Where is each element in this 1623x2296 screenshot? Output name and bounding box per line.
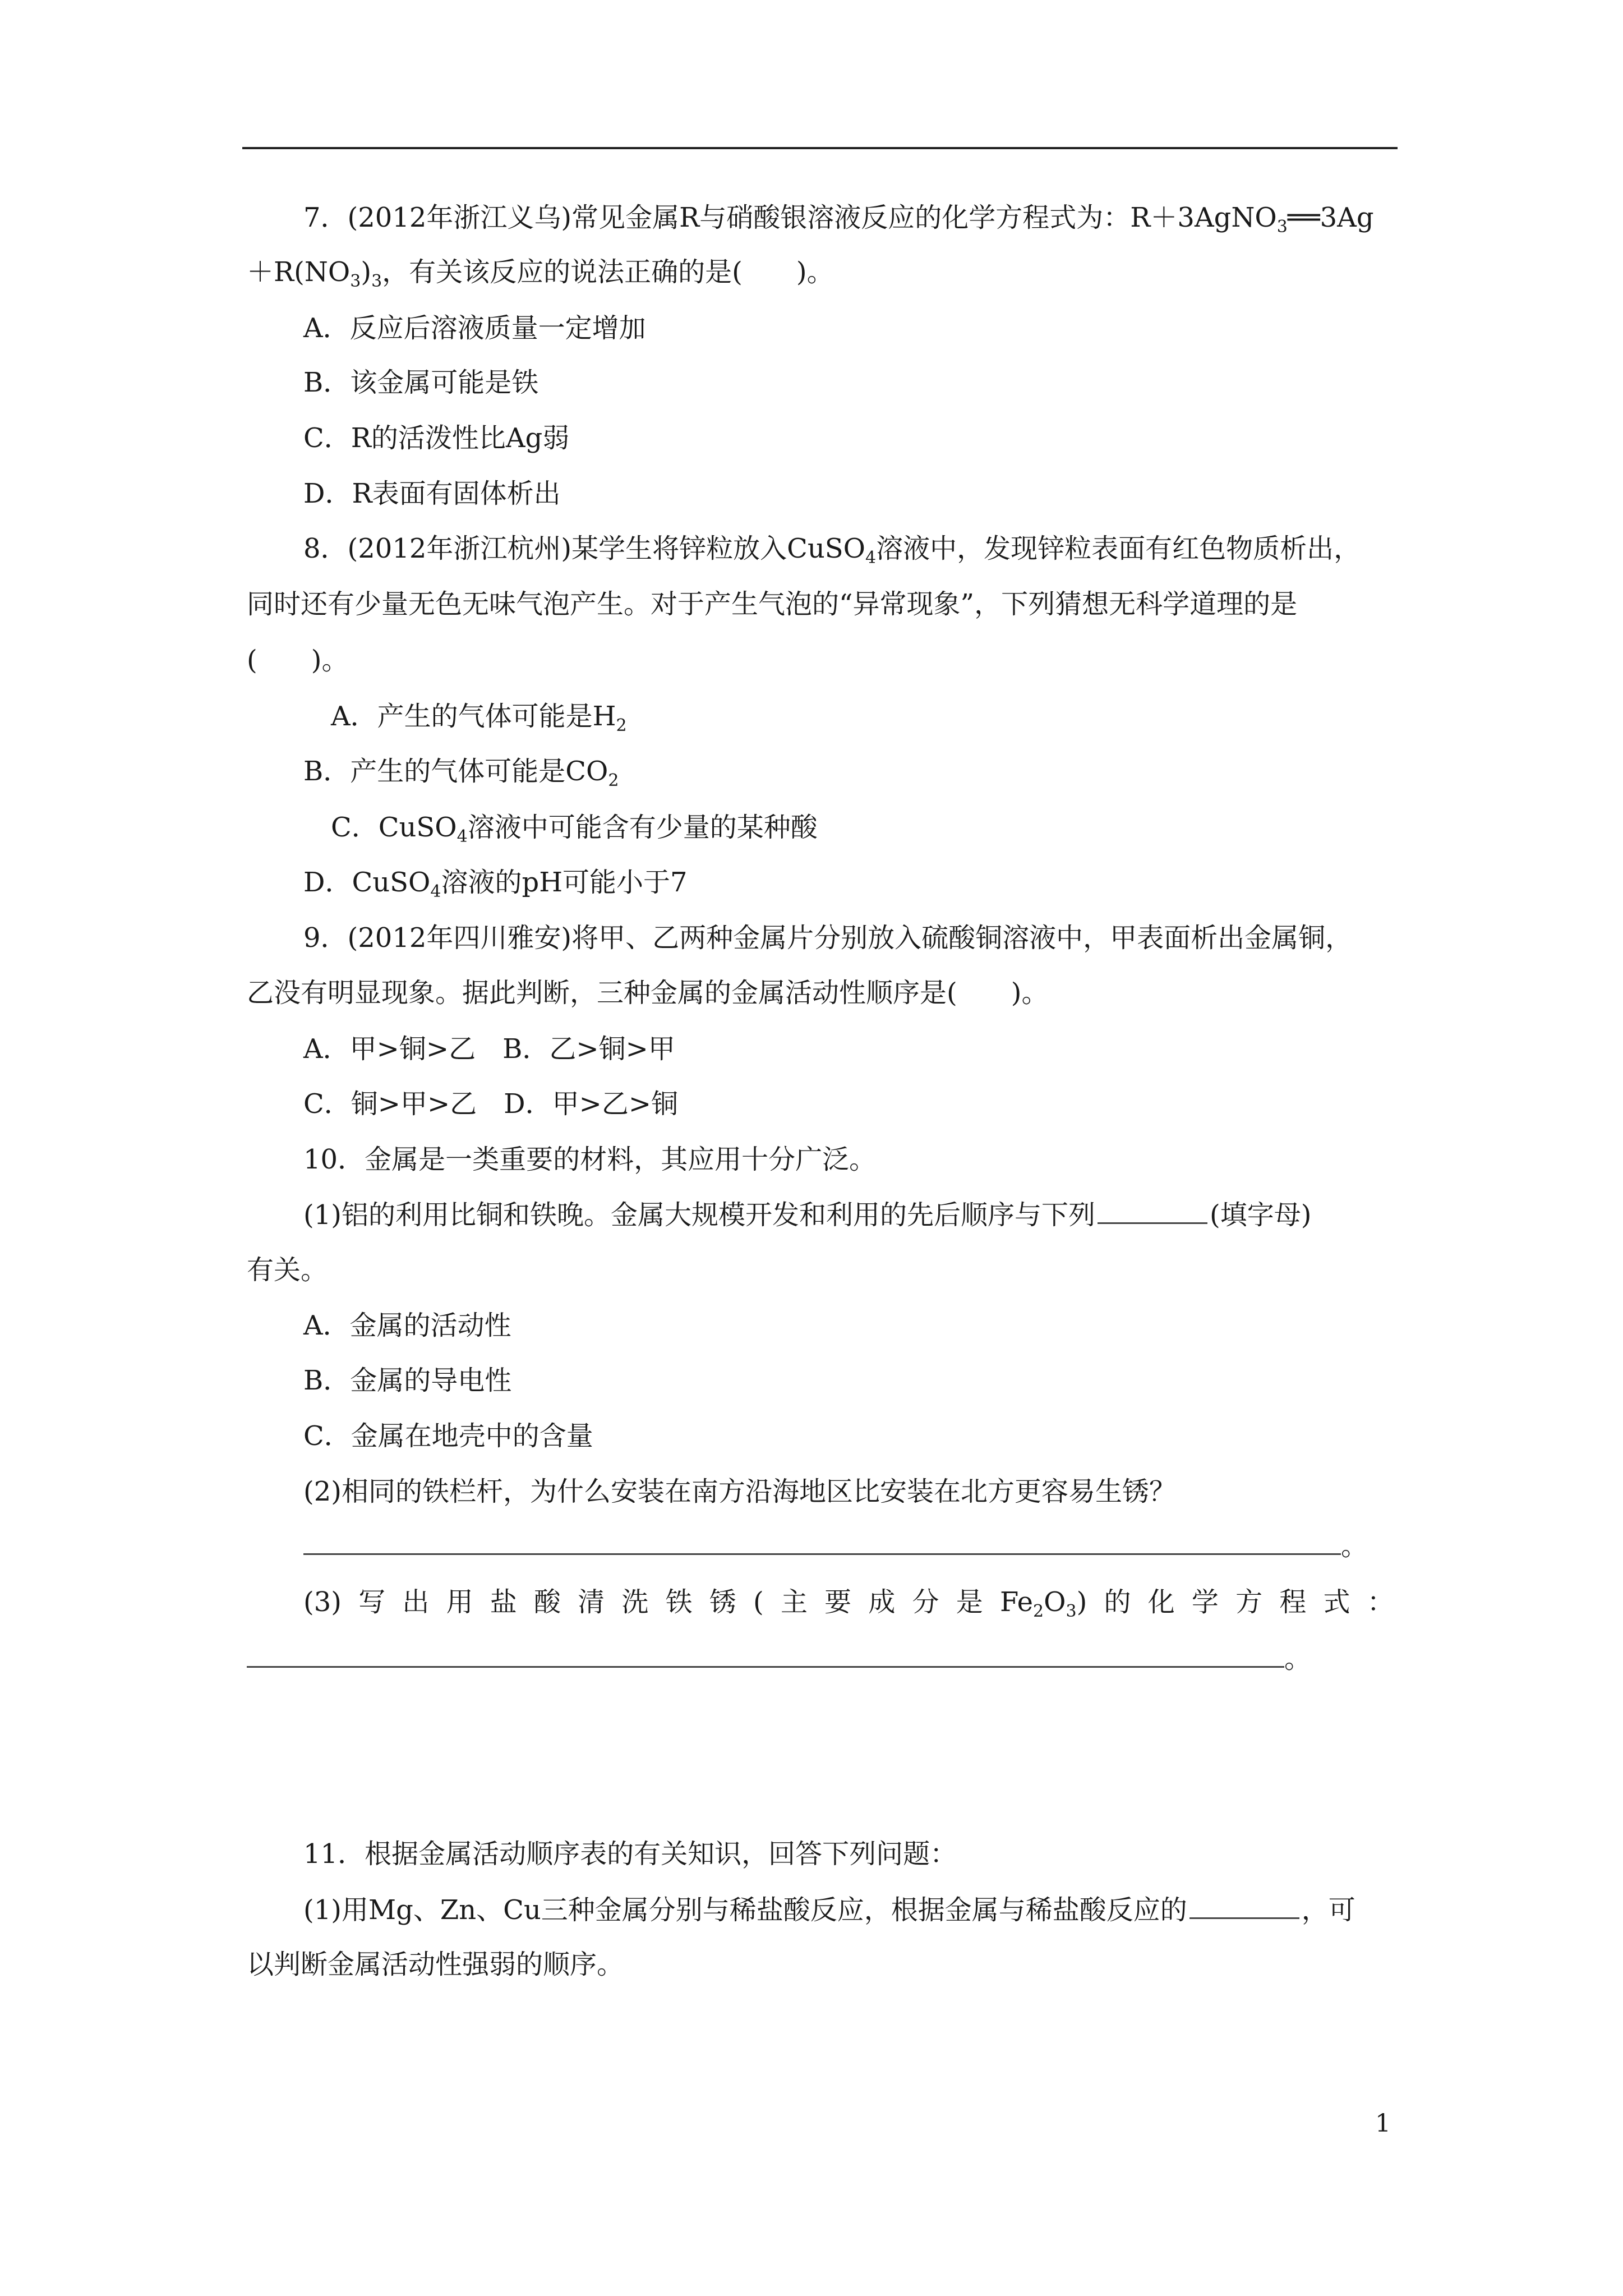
q8-stem-line1: 8．(2012年浙江杭州)某学生将锌粒放入CuSO$_4$溶液中，发现锌粒表面有红色物质析出， — [303, 533, 1361, 568]
q10-part3-answer-line: 。 — [247, 1641, 1311, 1675]
q7-stem-line1: 7．(2012年浙江义乌)常见金属R与硝酸银溶液反应的化学方程式为：R＋3AgNO$_3$══3Ag — [303, 202, 1374, 237]
q10-part1-blank[interactable] — [1098, 1198, 1207, 1224]
q10-part3-blank[interactable] — [247, 1641, 1284, 1668]
q7-option-a: A．反应后溶液质量一定增加 — [303, 312, 646, 344]
q10-option-c: C．金属在地壳中的含量 — [303, 1420, 593, 1452]
q10-stem: 10．金属是一类重要的材料，其应用十分广泛。 — [303, 1144, 877, 1175]
q9-stem-line1: 9．(2012年四川雅安)将甲、乙两种金属片分别放入硫酸铜溶液中，甲表面析出金属铜， — [303, 922, 1353, 954]
q8-stem-line2: 同时还有少量无色无味气泡产生。对于产生气泡的“异常现象”，下列猜想无科学道理的是 — [247, 588, 1298, 620]
q7-option-d: D．R表面有固体析出 — [303, 478, 561, 509]
q8-stem-line3: ( )。 — [247, 645, 349, 676]
q10-option-b: B．金属的导电性 — [303, 1365, 512, 1396]
q8-option-d: D．CuSO$_4$溶液的pH可能小于7 — [303, 867, 688, 901]
q7-option-b: B．该金属可能是铁 — [303, 367, 539, 398]
q9-stem-line2: 乙没有明显现象。据此判断，三种金属的金属活动性顺序是( )。 — [247, 977, 1049, 1009]
q7-stem-line2: $+R(NO_3)_3$，有关该反应的说法正确的是( )。 — [247, 256, 834, 291]
q8-option-c: C．CuSO$_4$溶液中可能含有少量的某种酸 — [331, 812, 818, 846]
q11-part1-line1: (1)用Mg、Zn、Cu三种金属分别与稀盐酸反应，根据金属与稀盐酸反应的 ，可 — [303, 1893, 1355, 1926]
page-number: 1 — [1375, 2109, 1391, 2138]
q8-option-b: B．产生的气体可能是$CO_2$ — [303, 756, 619, 790]
q11-part1-line2: 以判断金属活动性强弱的顺序。 — [247, 1949, 624, 1980]
q10-part1-line1: (1)铝的利用比铜和铁晚。金属大规模开发和利用的先后顺序与下列 (填字母) — [303, 1198, 1311, 1231]
q11-part1-blank[interactable] — [1189, 1893, 1299, 1919]
q10-option-a: A．金属的活动性 — [303, 1310, 511, 1341]
q10-part2-blank[interactable] — [303, 1529, 1341, 1555]
q10-part2: (2)相同的铁栏杆，为什么安装在南方沿海地区比安装在北方更容易生锈？ — [303, 1476, 1176, 1507]
q8-option-a: A．产生的气体可能是$H_2$ — [331, 701, 627, 735]
q10-part2-answer-line: 。 — [303, 1529, 1368, 1562]
q9-options-cd: C．铜>甲>乙 D．甲>乙>铜 — [303, 1088, 679, 1120]
q11-stem: 11．根据金属活动顺序表的有关知识，回答下列问题： — [303, 1838, 957, 1870]
q9-options-ab: A．甲>铜>乙 B．乙>铜>甲 — [303, 1033, 675, 1065]
header-rule — [242, 147, 1398, 149]
q10-part3-line1: (3) 写 出 用 盐 酸 清 洗 铁 锈 ( 主 要 成 分 是 $Fe_2O_3$) 的 化 学 方 程 式 ： — [303, 1586, 1394, 1621]
q10-part1-line2: 有关。 — [247, 1254, 328, 1286]
q7-option-c: C．R的活泼性比Ag弱 — [303, 422, 570, 454]
